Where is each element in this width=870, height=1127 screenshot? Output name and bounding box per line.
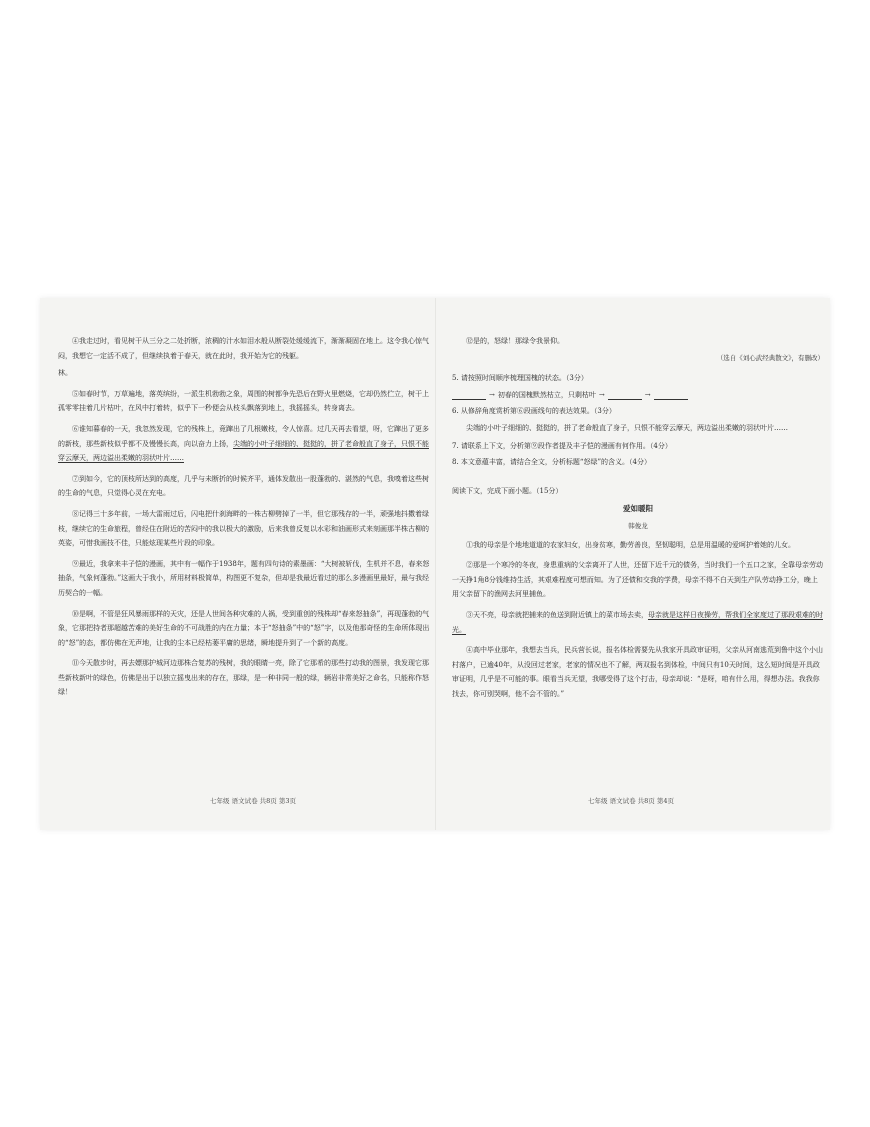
- paragraph-5: ⑤如春时节，万草遍地，落英缤纷，一派生机勃勃之象，周围的树都争先恐后在野火里燃烧，它却仍然伫立，树干上孤零零挂着几片枯叶，在风中打着转，似乎下一秒便会从枝头飘落到地上，我摇摇头，转身离去。: [58, 389, 429, 413]
- paragraph-6-text: ⑥谁知暮春的一天，我忽然发现，它的残株上，竟蹿出了几根嫩枝，令人惊喜。过几天再去看望，呀，它蹿出了更多的新枝，那些新枝似乎都不及慢慢长高，向以奋力上扬，: [58, 424, 429, 448]
- paragraph-6: [58, 422, 430, 466]
- paragraph-4: ④我走过时，看见树干从三分之二处折断，浓稠的汁水如泪水般从断裂处缓缓流下，渐渐凝固在地上。这令我心惊气闷，我想它一定活不成了，但继续执着于春天，就在此时，我开始为它的残躯。: [58, 337, 429, 360]
- reading-section: [452, 484, 824, 702]
- article-paragraph-3: [452, 608, 824, 637]
- answer-blank[interactable]: [654, 391, 688, 400]
- question-7: 7. 请联系上下文，分析第⑨段作者提及丰子恺的漫画有何作用。（4分）: [452, 441, 672, 450]
- paragraph-6-underlined: 尖端的小叶子细细的、挺挺的，拼了老命般直了身子，只恨不能穿云摩天，两边溢出柔嫩的羽状叶片……: [58, 439, 429, 463]
- article-title: 爱如暖阳: [623, 504, 653, 514]
- paragraph-10: ⑩是啊，不管是狂风暴雨那样的天灾，还是人世间各种灾难的人祸，受到重创的残株却“春来怒抽条”，再现蓬勃的气象，它那把持者那超越苦难的美好生命的不可战胜的内在力量；本于“怒抽条”中的“怒”字，以及他那奇怪的生命所体现出的“怒”的态，都仿佛在无声地，让我的尘本已经枯萎平庸的思绪，瞬地提升到了一个新的高度。: [58, 609, 430, 647]
- arrow-right-icon: →: [598, 390, 605, 399]
- question-5-middle: 初春的国槐默然枯立，只剩枯叶: [497, 390, 596, 399]
- right-page-footer: 七年级 语文试卷 共8页 第4页: [588, 797, 674, 805]
- right-page: [452, 334, 824, 707]
- answer-blank[interactable]: [608, 391, 642, 400]
- article-paragraph-3-text: ③天不亮，母亲就把捕来的鱼送到附近镇上的菜市场去卖，: [466, 610, 648, 619]
- arrow-right-icon: →: [644, 390, 651, 399]
- arrow-right-icon: →: [489, 390, 495, 399]
- paragraph-12: ⑫是的，怒绿！那绿令我景仰。: [466, 337, 564, 345]
- left-page: [58, 334, 430, 706]
- reading-instruction: 阅读下文，完成下面小题。（15分）: [452, 486, 563, 495]
- answer-blank[interactable]: [452, 391, 486, 400]
- question-5: 5. 请按照时间顺序梳理国槐的状态。（3分）: [452, 374, 588, 383]
- paragraph-8: ⑧记得三十多年前，一场大雷雨过后，闪电把什刹海畔的一株古柳劈掉了一半，但它那残存的一半，顽强地抖擞着绿枝，继续它的生命旅程，曾经住在附近的苦闷中的我以极大的激励，后来我曾反复以水彩和油画形式来刻画那半株古柳的英姿，可惜我画技不佳，只能炫现某些片段的印象。: [58, 509, 429, 548]
- paragraph-7: ⑦到如今，它的顶枝所达到的高度，几乎与未断折的时候齐平，通体发散出一股蓬勃的、湛然的气息，我嗅着这些树的生命的气息，只觉得心灵在充电。: [58, 474, 429, 498]
- article-author: 韩俊龙: [628, 521, 648, 530]
- question-6-quote: 尖端的小叶子细细的、挺挺的，拼了老命般直了身子，只恨不能穿云摩天，两边溢出柔嫩的羽状叶片……: [466, 423, 788, 432]
- article-paragraph-3-underlined: 母亲就是这样日夜操劳，帮我们全家度过了那段艰难的时光。: [452, 610, 823, 634]
- paragraph-4-continued: 林。: [58, 369, 72, 378]
- paragraph-11: ⑪今天散步时，再去嫖那护城河边那株合复苏的残树，我的眼睛一亮，除了它那希的那些打动我的图景，我发现它那些新枝新叶的绿色，仿佛是出于以独立摇曳出来的存在，那绿，是一种非同一般的绿，辆岩非常美好之命名，只能称作怒绿！: [58, 659, 429, 697]
- article-paragraph-1: ①我的母亲是个地地道道的农家妇女，出身贫寒，勤劳善良，坚韧聪明，总是用温暖的爱呵护着她的儿女。: [466, 540, 795, 549]
- paragraph-9: ⑨最近，我拿来丰子恺的漫画，其中有一幅作于1938年，题有四句诗的素墨画：“大树被斩伐，生机并不息，春来怒抽条，气象何蓬勃。”这画大于我小，所用材料极简单，构图更不复杂，但却是我最近看过的那么多漫画里最好，最与我经历契合的一幅。: [58, 559, 430, 597]
- article-paragraph-4: ④高中毕业那年，我想去当兵，民兵营长说，报名体检需要先从我家开具政审证明，父亲从河南逃荒到鲁中这个小山村落户，已逾40年，从没回过老家，老家的情况也不了解，两双报名到体检，中间只有10天时间，这么短时间是开具政审证明，几乎是不可能的事。眼看当兵无望，我哪受得了这个打击，母亲却说：“是呀，咱有什么用，得想办法。我我你找去，你可别哭啊，他不会不管的。”: [452, 646, 823, 698]
- question-6: 6. 从修辞角度赏析第⑥段画线句的表达效果。（3分）: [452, 407, 616, 416]
- question-8: 8. 本文意蕴丰富，请结合全文，分析标题“怒绿”的含义。（4分）: [452, 458, 652, 467]
- source-citation: （选自《刘心武经典散文》，有删改）: [716, 353, 824, 362]
- article-paragraph-2: ②那是一个寒冷的冬夜，身患重病的父亲离开了人世，还留下近千元的债务，当时我们一个五口之家，全靠母亲劳动一天挣1角8分钱维持生活，其艰难程度可想而知。为了还债和交我的学费，母亲不得不白天到生产队劳动挣工分，晚上用父亲留下的渔网去河里捕鱼。: [452, 561, 823, 599]
- page-fold-divider: [435, 298, 436, 830]
- question-5-flow: [452, 388, 824, 403]
- scanned-exam-sheet: [40, 298, 830, 830]
- left-page-footer: 七年级 语文试卷 共8页 第3页: [210, 797, 296, 805]
